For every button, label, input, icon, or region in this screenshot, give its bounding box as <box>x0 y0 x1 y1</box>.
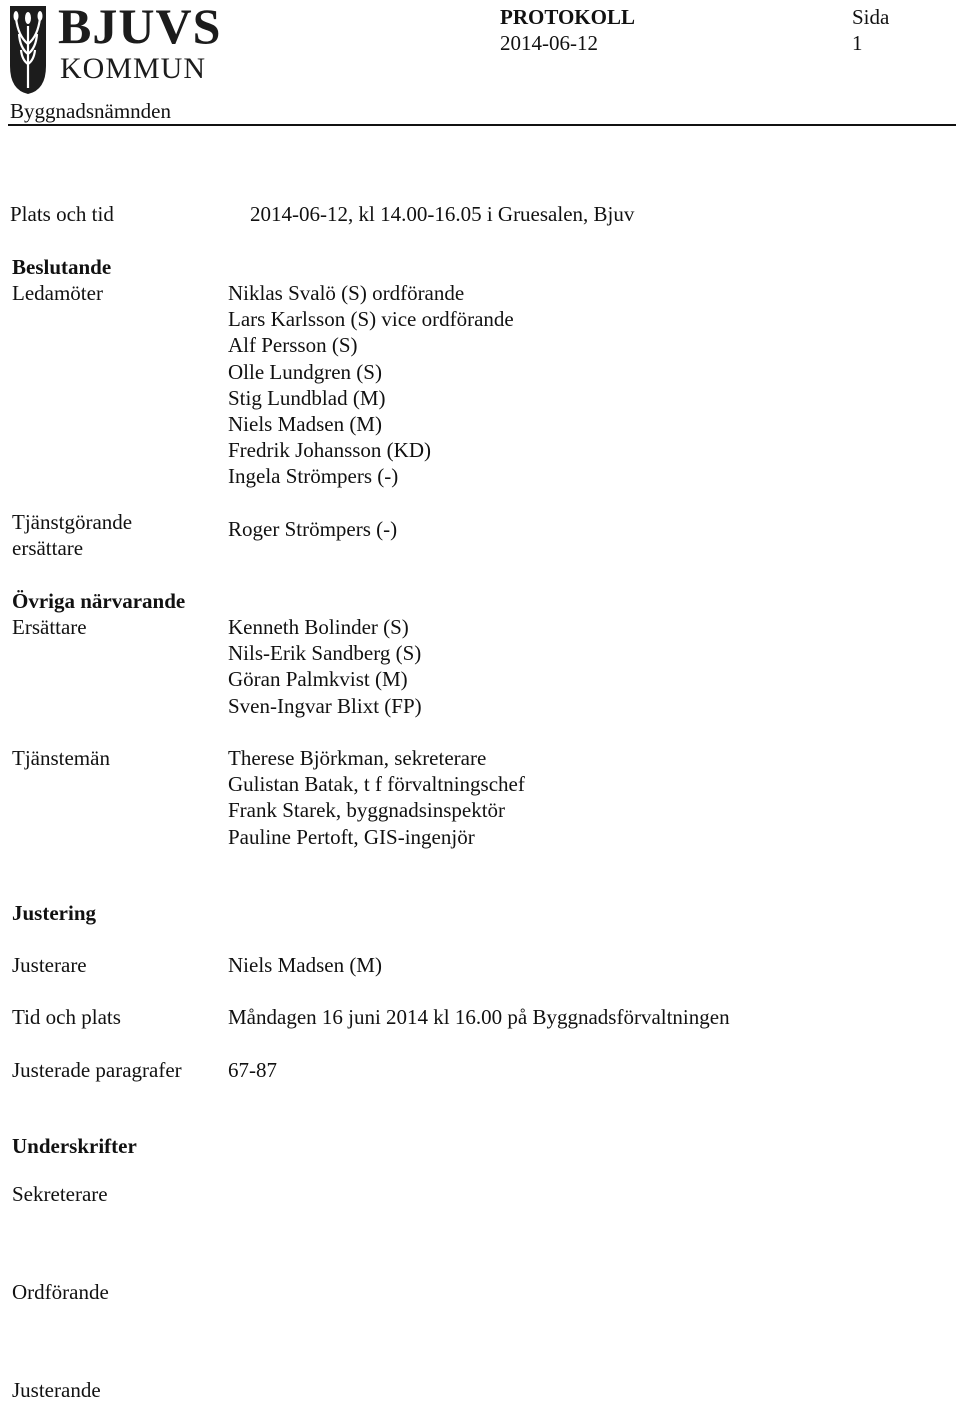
tjansteman-label: Tjänstemän <box>12 746 110 770</box>
header-divider <box>8 124 956 126</box>
paragrafer-label: Justerade paragrafer <box>12 1058 182 1082</box>
tid-value: Måndagen 16 juni 2014 kl 16.00 på Byggnadsförvaltningen <box>228 1005 730 1029</box>
place-time-value: 2014-06-12, kl 14.00-16.05 i Gruesalen, Bjuv <box>250 202 635 226</box>
beslutande-heading: Beslutande <box>12 255 112 279</box>
list-item: Alf Persson (S) <box>228 333 358 358</box>
justerande-label: Justerande <box>12 1378 101 1402</box>
ledamoter-label: Ledamöter <box>12 281 103 305</box>
municipality-logo <box>6 0 246 96</box>
list-item: Nils-Erik Sandberg (S) <box>228 641 422 666</box>
list-item: Niklas Svalö (S) ordförande <box>228 281 465 305</box>
justerare-value: Niels Madsen (M) <box>228 953 382 977</box>
page-number: 1 <box>852 31 863 55</box>
tjansteman-list <box>228 745 525 850</box>
department: Byggnadsnämnden <box>10 99 171 123</box>
paragrafer-value: 67-87 <box>228 1058 277 1082</box>
tid-label: Tid och plats <box>12 1005 121 1029</box>
tjanstgorande-label: Tjänstgörande <box>12 510 133 534</box>
doc-date: 2014-06-12 <box>500 31 598 55</box>
ordforande-label: Ordförande <box>12 1280 109 1304</box>
logo-text-bottom: KOMMUN <box>60 52 207 85</box>
logo-text-top: BJUVS <box>58 0 222 54</box>
list-item: Sven-Ingvar Blixt (FP) <box>228 693 422 718</box>
list-item: Therese Björkman, sekreterare <box>228 746 487 770</box>
ersattare-label: Ersättare <box>12 615 87 639</box>
list-item: Frank Starek, byggnadsinspektör <box>228 798 506 823</box>
ledamoter-list <box>228 280 514 490</box>
place-time-label: Plats och tid <box>10 202 114 226</box>
tjanstgorande-label-line2: ersättare <box>12 536 84 560</box>
list-item: Lars Karlsson (S) vice ordförande <box>228 307 514 332</box>
list-item: Kenneth Bolinder (S) <box>228 615 409 639</box>
list-item: Gulistan Batak, t f förvaltningschef <box>228 772 525 797</box>
list-item: Ingela Strömpers (-) <box>228 464 399 489</box>
ovriga-heading: Övriga närvarande <box>12 589 186 613</box>
underskrifter-heading: Underskrifter <box>12 1134 137 1158</box>
tjanstgorande-value: Roger Strömpers (-) <box>228 517 398 541</box>
doc-type: PROTOKOLL <box>500 5 635 29</box>
list-item: Olle Lundgren (S) <box>228 359 382 384</box>
list-item: Fredrik Johansson (KD) <box>228 438 431 463</box>
justering-heading: Justering <box>12 901 96 925</box>
justerare-label: Justerare <box>12 953 87 977</box>
list-item: Pauline Pertoft, GIS-ingenjör <box>228 824 475 849</box>
sekreterare-label: Sekreterare <box>12 1182 108 1206</box>
ersattare-list <box>228 614 422 719</box>
list-item: Niels Madsen (M) <box>228 412 382 437</box>
list-item: Stig Lundblad (M) <box>228 385 386 410</box>
list-item: Göran Palmkvist (M) <box>228 667 408 692</box>
page-label: Sida <box>852 5 890 29</box>
